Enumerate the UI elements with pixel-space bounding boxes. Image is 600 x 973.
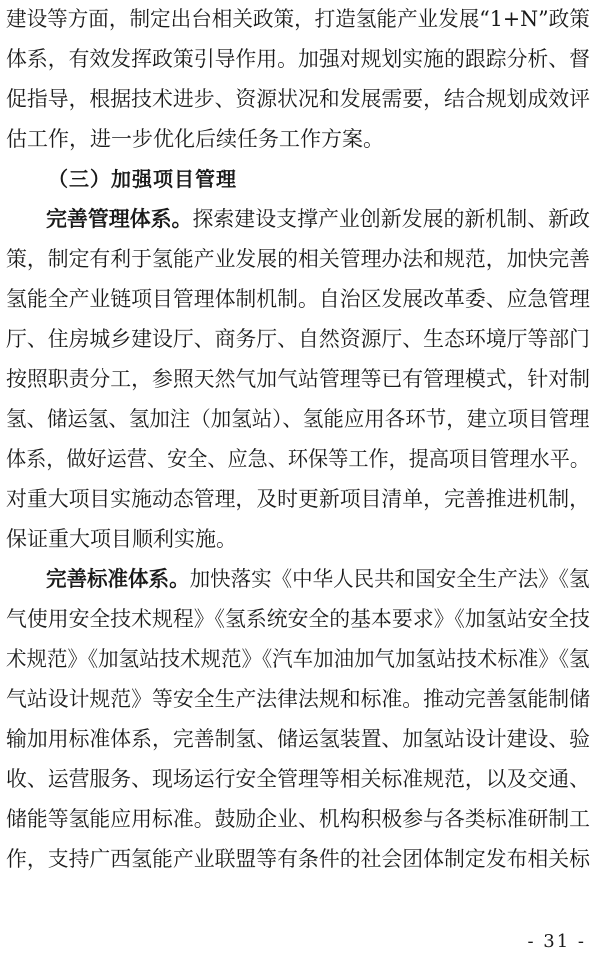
paragraph-3-line: 储能等氢能应用标准。鼓励企业、机构积极参与各类标准研制工 [6,807,591,831]
paragraph-2-lead: 完善管理体系。 [46,207,193,231]
section-heading: （三）加强项目管理 [48,167,237,191]
paragraph-3-line: 加快落实《中华人民共和国安全生产法》《氢 [189,567,590,591]
paragraph-2-line: 体系，做好运营、安全、应急、环保等工作，提高项目管理水平。 [6,447,590,471]
paragraph-3-line: 收、运营服务、现场运行安全管理等相关标准规范，以及交通、 [6,767,591,791]
paragraph-2-line: 按照职责分工，参照天然气加气站管理等已有管理模式，针对制 [6,367,591,391]
paragraph-2-line: 氢、储运氢、氢加注（加氢站）、氢能应用各环节，建立项目管理 [6,407,590,431]
paragraph-3-line: 输加用标准体系，完善制氢、储运氢装置、加氢站设计建设、验 [6,727,591,751]
paragraph-1-line: 体系，有效发挥政策引导作用。加强对规划实施的跟踪分析、督 [6,47,591,71]
paragraph-1-line: 估工作，进一步优化后续任务工作方案。 [6,127,384,151]
paragraph-2-line: 保证重大项目顺利实施。 [6,527,237,551]
paragraph-3-line: 气使用安全技术规程》《氢系统安全的基本要求》《加氢站安全技 [6,607,591,631]
paragraph-3-line: 气站设计规范》等安全生产法律法规和标准。推动完善氢能制储 [6,687,591,711]
paragraph-2-line: 策，制定有利于氢能产业发展的相关管理办法和规范，加快完善 [6,247,591,271]
page-number: - 31 - [527,931,586,952]
paragraph-2-first-line [46,204,590,234]
paragraph-3-line: 术规范》《加氢站技术规范》《汽车加油加气加氢站技术标准》《氢 [6,647,590,671]
paragraph-2-line: 对重大项目实施动态管理，及时更新项目清单，完善推进机制， [6,487,591,511]
paragraph-1-line: 促指导，根据技术进步、资源状况和发展需要，结合规划成效评 [6,87,591,111]
paragraph-2-line: 厅、住房城乡建设厅、商务厅、自然资源厅、生态环境厅等部门 [6,327,591,351]
paragraph-2-line: 氢能全产业链项目管理体制机制。自治区发展改革委、应急管理 [6,287,591,311]
paragraph-3-lead: 完善标准体系。 [46,567,190,591]
paragraph-1-line: 建设等方面，制定出台相关政策，打造氢能产业发展“1+N”政策 [6,7,590,31]
paragraph-2-line: 探索建设支撑产业创新发展的新机制、新政 [192,207,590,231]
paragraph-3-line: 作，支持广西氢能产业联盟等有条件的社会团体制定发布相关标 [6,847,591,871]
paragraph-3-first-line [46,564,590,594]
